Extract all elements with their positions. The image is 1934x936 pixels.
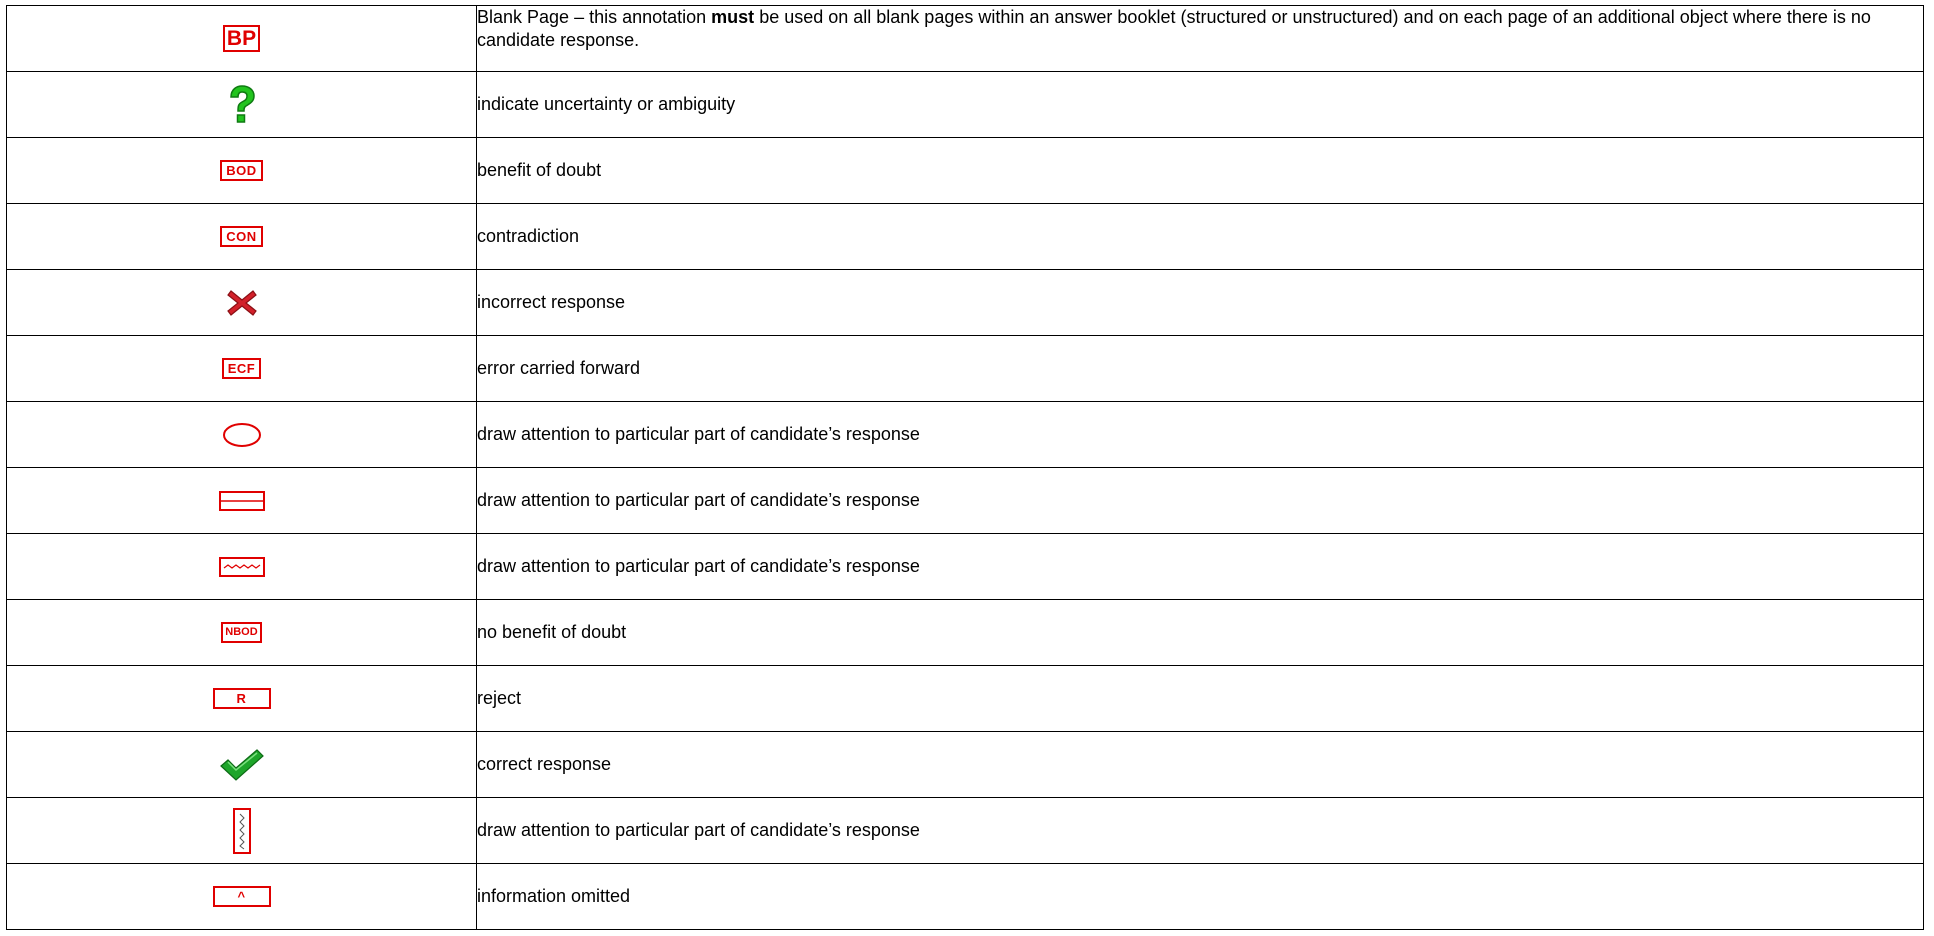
description-cell — [477, 600, 1924, 666]
annotation-table — [6, 5, 1924, 930]
description-cell — [477, 468, 1924, 534]
icon-cell — [7, 600, 477, 666]
description-part: Blank Page – this annotation — [477, 7, 712, 27]
description-cell — [477, 666, 1924, 732]
table-row — [7, 600, 1924, 666]
description-text: draw attention to particular part of candidate’s response — [477, 490, 920, 510]
bod-icon: BOD — [220, 160, 262, 181]
description-cell — [477, 336, 1924, 402]
description-text: contradiction — [477, 226, 580, 246]
icon-cell — [7, 270, 477, 336]
table-row — [7, 402, 1924, 468]
description-cell — [477, 798, 1924, 864]
description-cell — [477, 270, 1924, 336]
table-row — [7, 864, 1924, 930]
icon-cell — [7, 336, 477, 402]
ecf-icon: ECF — [222, 358, 262, 379]
description-text: no benefit of doubt — [477, 622, 627, 642]
table-row — [7, 138, 1924, 204]
table-row — [7, 72, 1924, 138]
table-row — [7, 204, 1924, 270]
description-text: indicate uncertainty or ambiguity — [477, 94, 736, 114]
description-cell — [477, 6, 1924, 72]
table-row — [7, 270, 1924, 336]
description-cell — [477, 402, 1924, 468]
tick-icon — [219, 748, 265, 782]
description-text: correct response — [477, 754, 612, 774]
icon-cell — [7, 204, 477, 270]
description-text — [477, 7, 1871, 50]
description-cell — [477, 204, 1924, 270]
icon-cell — [7, 468, 477, 534]
description-emphasis: must — [711, 7, 755, 27]
description-text: reject — [477, 688, 522, 708]
table-row — [7, 534, 1924, 600]
icon-cell — [7, 138, 477, 204]
description-cell — [477, 138, 1924, 204]
reject-icon: R — [213, 688, 271, 709]
con-icon: CON — [220, 226, 262, 247]
table-row — [7, 798, 1924, 864]
description-cell — [477, 534, 1924, 600]
icon-cell — [7, 798, 477, 864]
description-text: draw attention to particular part of candidate’s response — [477, 820, 920, 840]
vertical-wavy-line-icon — [233, 808, 251, 854]
description-cell — [477, 732, 1924, 798]
description-text: draw attention to particular part of candidate’s response — [477, 556, 920, 576]
question-mark-icon — [225, 84, 259, 126]
cross-icon — [225, 287, 259, 319]
icon-cell — [7, 6, 477, 72]
table-row — [7, 666, 1924, 732]
icon-cell — [7, 534, 477, 600]
icon-cell — [7, 666, 477, 732]
icon-cell — [7, 732, 477, 798]
table-row — [7, 468, 1924, 534]
caret-icon: ^ — [213, 886, 271, 907]
table-row — [7, 6, 1924, 72]
description-part: be used on all blank pages within an answer booklet (structured or unstructured) and on each page of an additional object where there is no candidate response. — [477, 7, 1871, 50]
icon-cell — [7, 402, 477, 468]
wavy-line-icon — [219, 557, 265, 577]
description-cell — [477, 864, 1924, 930]
ellipse-icon — [222, 422, 262, 448]
table-row — [7, 336, 1924, 402]
table-row — [7, 732, 1924, 798]
description-text: information omitted — [477, 886, 631, 906]
description-text: error carried forward — [477, 358, 641, 378]
nbod-icon: NBOD — [221, 622, 261, 643]
icon-cell — [7, 864, 477, 930]
description-cell — [477, 72, 1924, 138]
description-text: incorrect response — [477, 292, 626, 312]
bp-icon: BP — [223, 25, 260, 52]
description-text: benefit of doubt — [477, 160, 602, 180]
description-text: draw attention to particular part of candidate’s response — [477, 424, 920, 444]
icon-cell — [7, 72, 477, 138]
horizontal-line-icon — [219, 491, 265, 511]
